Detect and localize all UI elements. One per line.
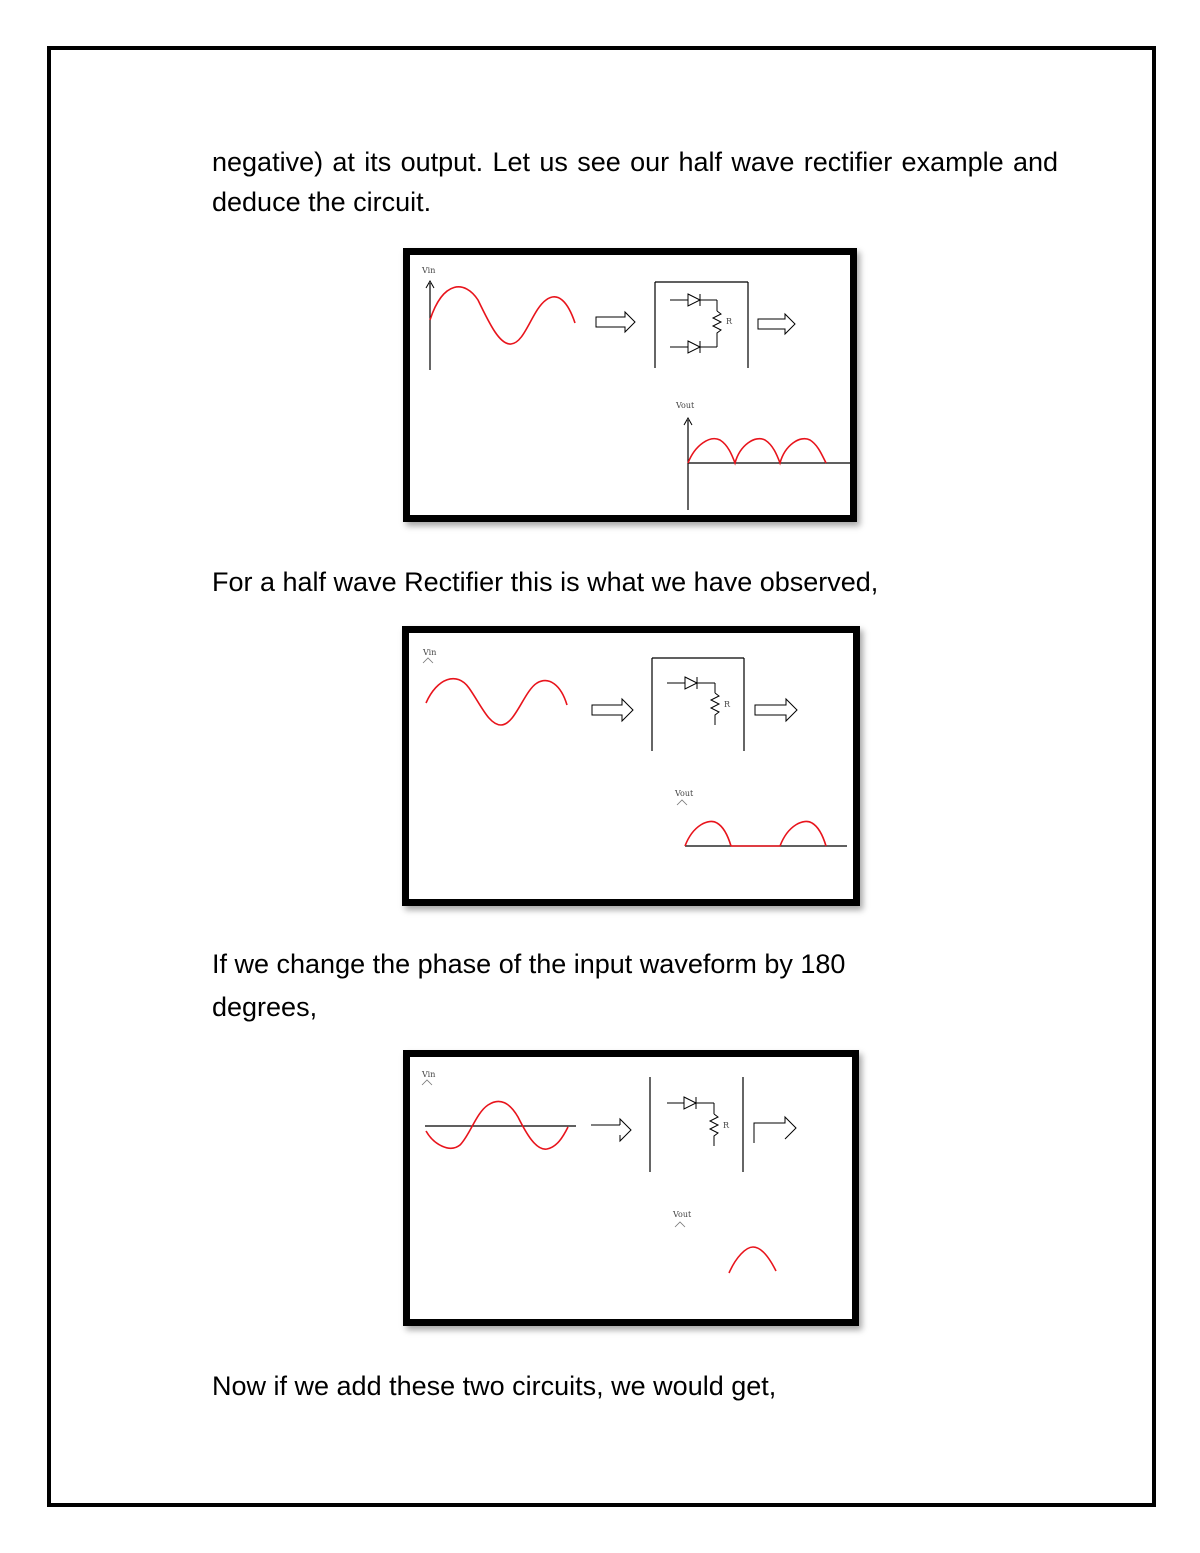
arrow-icon [755,699,797,721]
arrow-icon [596,312,635,332]
resistor-icon [713,311,721,341]
resistor-label: R [726,317,733,326]
paragraph-half-wave-observed: For a half wave Rectifier this is what we have observed, [212,567,879,597]
diode-icon [667,1097,714,1114]
figure-half-wave-rectifier [402,626,860,906]
arrow-icon [591,1119,631,1141]
diode-icon [670,341,717,353]
output-axis-label: Vout [676,401,695,410]
paragraph-add-circuits: Now if we add these two circuits, we would get, [212,1371,777,1401]
input-sine-wave [426,1101,568,1149]
resistor-icon [711,693,719,725]
full-wave-diagram [410,255,850,515]
diode-icon [670,294,717,311]
paragraph-phase-change-line2: degrees, [212,992,318,1022]
diode-icon [667,677,715,693]
output-axis-label: Vout [673,1210,692,1219]
figure-phase-shifted-rectifier [403,1050,859,1326]
output-half-wave [685,821,826,846]
output-half-wave [729,1247,776,1273]
arrow-icon [592,699,633,721]
input-sine-wave [430,287,575,344]
output-full-wave [688,439,826,463]
paragraph-intro: negative) at its output. Let us see our half wave rectifier example and deduce the circuit. [212,147,1058,217]
paragraph-phase-change-line1: If we change the phase of the input waveform by 180 [212,949,846,979]
arrow-icon [758,314,795,334]
resistor-label: R [723,1121,730,1130]
half-wave-diagram [409,633,853,899]
resistor-icon [710,1114,718,1146]
input-axis-label: Vin [422,1070,436,1079]
arrow-icon [754,1117,796,1143]
input-axis-label: Vin [423,648,437,657]
input-axis-label: Vin [422,266,436,275]
resistor-label: R [724,700,731,709]
phase-shifted-diagram [410,1057,852,1319]
output-axis-label: Vout [675,789,694,798]
figure-full-wave-rectifier [403,248,857,522]
input-sine-wave [426,679,567,725]
